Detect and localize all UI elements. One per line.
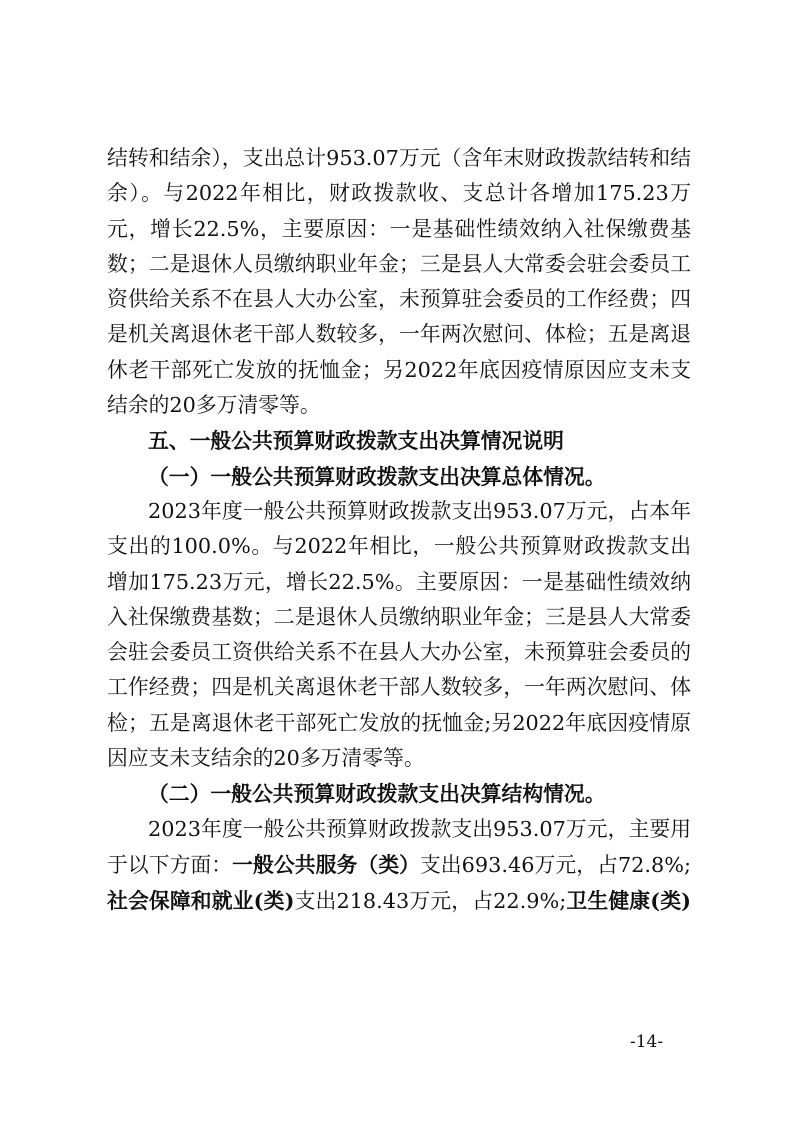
section-heading-general-budget-expenditure: 五、一般公共预算财政拨款支出决算情况说明 bbox=[148, 428, 564, 454]
category-general-public-services-amount: 支出693.46万元，占72.8%; bbox=[419, 852, 692, 877]
subheading-structure-situation: （二）一般公共预算财政拨款支出决算结构情况。 bbox=[148, 781, 606, 807]
category-general-public-services: 一般公共服务（类） bbox=[232, 851, 420, 877]
category-social-security-employment: 社会保障和就业(类) bbox=[107, 888, 295, 914]
category-health: 卫生健康(类) bbox=[566, 888, 691, 914]
structure-intro-text: 2023年度一般公共预算财政拨款支出953.07万元，主要用于以下方面： bbox=[107, 816, 691, 877]
page-content bbox=[107, 141, 691, 920]
category-social-security-employment-amount: 支出218.43万元，占22.9%; bbox=[294, 889, 567, 914]
paragraph-structure-situation bbox=[107, 812, 691, 920]
paragraph-overall-situation: 2023年度一般公共预算财政拨款支出953.07万元，占本年支出的100.0%。与2022年相比，一般公共预算财政拨款支出增加175.23万元，增长22.5%。主要原因：一是基础性绩效纳入社保缴费基数；二是退休人员缴纳职业年金；三是县人大常委会驻会委员工资供给关系不在县人大办公室，未预算驻会委员的工作经费；四是机关离退休老干部人数较多，一年两次慰问、体检；五是离退休老干部死亡发放的抚恤金;另2022年底因疫情原因应支未支结余的20多万清零等。 bbox=[107, 498, 691, 771]
page-number: -14- bbox=[630, 1032, 664, 1052]
paragraph-fiscal-totals: 结转和结余），支出总计953.07万元（含年末财政拨款结转和结余）。与2022年相比，财政拨款收、支总计各增加175.23万元，增长22.5%，主要原因：一是基础性绩效纳入社保缴费基数；二是退休人员缴纳职业年金；三是县人大常委会驻会委员工资供给关系不在县人大办公室，未预算驻会委员的工作经费；四是机关离退休老干部人数较多，一年两次慰问、体检；五是离退休老干部死亡发放的抚恤金；另2022年底因疫情原因应支未支结余的20多万清零等。 bbox=[107, 146, 691, 418]
subheading-overall-situation: （一）一般公共预算财政拨款支出决算总体情况。 bbox=[148, 463, 606, 489]
